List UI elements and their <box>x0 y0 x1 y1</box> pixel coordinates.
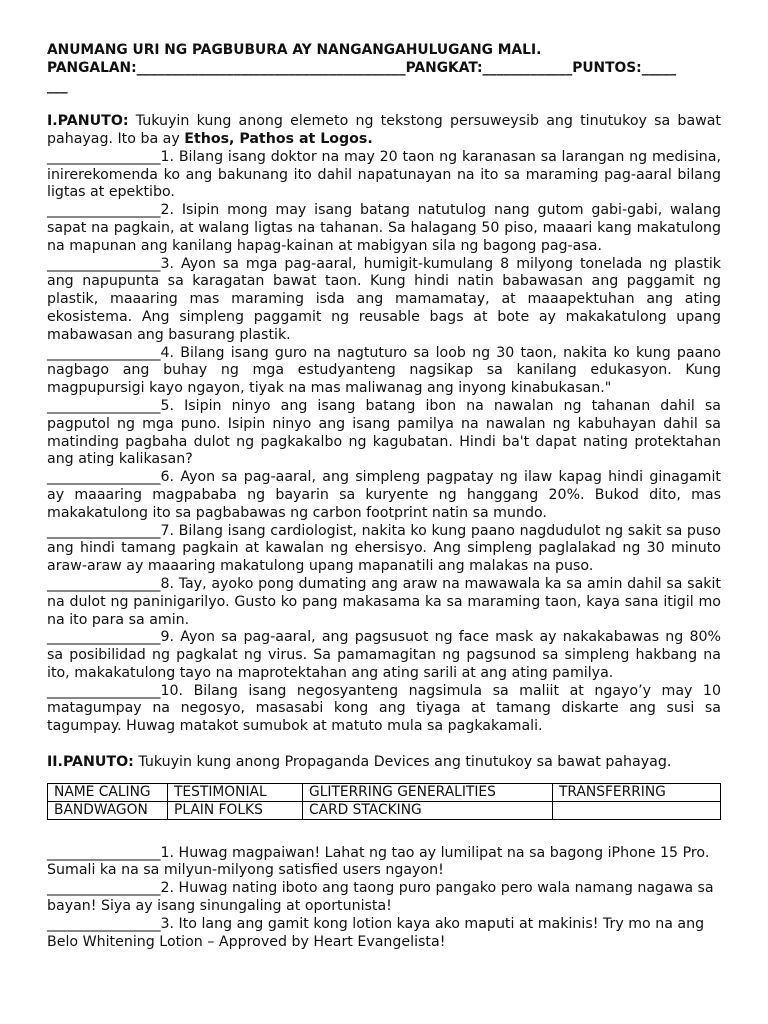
table-row <box>48 801 721 819</box>
table-cell: NAME CALING <box>48 783 168 801</box>
part1-item <box>47 256 721 345</box>
part2-instruction-text: Tukuyin kung anong Propaganda Devices ang tinutukoy sa bawat pahayag. <box>133 753 672 770</box>
part1-item <box>47 469 721 522</box>
answer-blank: ________________ <box>47 255 161 272</box>
answer-blank: ________________ <box>47 575 161 592</box>
part1-item <box>47 398 721 469</box>
item-text: 1. Bilang isang doktor na may 20 taon ng karanasan sa larangan ng medisina, inirerekomenda ko ang bakunang ito dahil napatunayan na ito sa maraming pag-aaral bilang ligtas at epektibo. <box>47 148 721 201</box>
answer-blank: ________________ <box>47 629 161 646</box>
answer-blank: ________________ <box>47 344 161 361</box>
answer-blank: ________________ <box>47 844 161 861</box>
answer-blank: ________________ <box>47 915 161 932</box>
item-text: 1. Huwag magpaiwan! Lahat ng tao ay lumilipat na sa bagong iPhone 15 Pro. Sumali ka na sa milyun-milyong satisfied users ngayon! <box>47 844 710 879</box>
score-blank: _____ <box>641 59 677 76</box>
erasure-notice: ANUMANG URI NG PAGBUBURA AY NANGANGAHULUGANG MALI. <box>47 42 542 58</box>
answer-blank: ________________ <box>47 880 161 897</box>
answer-blank: ________________ <box>47 682 161 699</box>
part2-instruction <box>47 754 721 772</box>
answer-blank: ________________ <box>47 148 161 165</box>
part2-label: II.PANUTO: <box>47 753 134 770</box>
section-blank: _____________ <box>482 59 573 76</box>
worksheet-page <box>47 42 721 951</box>
item-text: 2. Huwag nating iboto ang taong puro pangako pero wala namang nagawa sa bayan! Siya ay isang sinungaling at oportunista! <box>47 880 714 915</box>
part2-item <box>47 845 721 881</box>
answer-blank: ________________ <box>47 522 161 539</box>
name-label: PANGALAN: <box>47 59 137 76</box>
table-cell <box>553 801 721 819</box>
part1-item <box>47 149 721 202</box>
item-text: 9. Ayon sa pag-aaral, ang pagsusuot ng face mask ay nakakabawas ng 80% sa posibilidad ng pagkalat ng virus. Sa pamamagitan ng pagsunod sa simpleng hakbang na ito, makakatulong tayo na maprotektahan ang ating sarili at ang ating pamilya. <box>47 629 721 681</box>
part1-instruction <box>47 113 721 149</box>
part1-item <box>47 202 721 255</box>
item-text: 6. Ayon sa pag-aaral, ang simpleng pagpatay ng ilaw kapag hindi ginagamit ay maaaring magpababa ng bayarin sa kuryente ng hanggang 20%. Bukod dito, mas makakatulong ito sa pagbabawas ng carbon footprint natin sa mundo. <box>47 469 721 521</box>
answer-blank: ________________ <box>47 469 161 486</box>
part1-item <box>47 345 721 398</box>
table-cell: PLAIN FOLKS <box>168 801 303 819</box>
score-blank-continuation: ___ <box>47 77 68 94</box>
table-cell: TRANSFERRING <box>553 783 721 801</box>
item-text: 3. Ayon sa mga pag-aaral, humigit-kumulang 8 milyong tonelada ng plastik ang napupunta sa karagatan bawat taon. Kung hindi natin babawasan ang paggamit ng plastik, maaaring mas maraming isda ang mamamatay, at maaapektuhan ang ating ekosistema. Ang simpleng paggamit ng reusable bags at bote ay makakatulong upang mabawasan ang basurang plastik. <box>47 255 721 343</box>
propaganda-devices-table <box>47 783 721 820</box>
part2-item <box>47 880 721 916</box>
item-text: 8. Tay, ayoko pong dumating ang araw na mawawala ka sa amin dahil sa sakit na dulot ng paninigarilyo. Gusto ko pang makasama ka sa maraming taon, kaya sana itigil mo na ito para sa amin. <box>47 575 721 628</box>
item-text: 10. Bilang isang negosyanteng nagsimula sa maliit at ngayo’y may 10 matagumpay na negosyo, masasabi kong ang tiyaga at tamang diskarte ang susi sa tagumpay. Huwag matakot sumubok at matuto mula sa pagkakamali. <box>47 682 721 735</box>
item-text: 4. Bilang isang guro na nagtuturo sa loob ng 30 taon, nakita ko kung paano nagbago ang buhay ng mga estudyanteng nagsikap sa kanilang edukasyon. Kung magpupursigi kayo ngayon, tiyak na mas maliwanag ang inyong kinabukasan." <box>47 344 721 397</box>
item-text: 5. Isipin ninyo ang isang batang ibon na nawalan ng tahanan dahil sa pagputol ng mga puno. Isipin ninyo ang isang pamilya na nawalan ng kabuhayan dahil sa matinding pagbaha dulot ng pagkakalbo ng kagubatan. Hindi ba't dapat nating protektahan ang ating kalikasan? <box>47 397 721 468</box>
section-label: PANGKAT: <box>405 59 483 76</box>
table-cell: CARD STACKING <box>303 801 553 819</box>
part1-instruction-text: Tukuyin kung anong elemeto ng tekstong persuweysib ang tinutukoy sa bawat pahayag. Ito ba ay <box>47 113 721 147</box>
answer-blank: ________________ <box>47 202 161 219</box>
score-label: PUNTOS: <box>572 59 642 76</box>
part1-item <box>47 629 721 682</box>
answer-blank: ________________ <box>47 397 161 414</box>
student-info-line <box>47 60 721 78</box>
item-text: 3. Ito lang ang gamit kong lotion kaya ako maputi at makinis! Try mo na ang Belo Whitening Lotion – Approved by Heart Evangelista! <box>47 915 705 950</box>
part2-item <box>47 916 721 952</box>
table-cell: GLITERRING GENERALITIES <box>303 783 553 801</box>
table-cell: TESTIMONIAL <box>168 783 303 801</box>
part1-item <box>47 576 721 629</box>
table-cell: BANDWAGON <box>48 801 168 819</box>
table-row <box>48 783 721 801</box>
part1-item <box>47 523 721 576</box>
item-text: 2. Isipin mong may isang batang natutulog nang gutom gabi-gabi, walang sapat na pagkain, at walang ligtas na tahanan. Sa halagang 50 piso, maaari kang makatulong na mapunan ang kanilang hapag-kainan at mabigyan sila ng bagong pag-asa. <box>47 202 721 254</box>
part1-label: I.PANUTO: <box>47 113 129 130</box>
name-blank: _______________________________________ <box>136 59 406 76</box>
part1-item <box>47 683 721 736</box>
part1-choices: Ethos, Pathos at Logos. <box>184 130 373 147</box>
item-text: 7. Bilang isang cardiologist, nakita ko kung paano nagdudulot ng sakit sa puso ang hindi tamang pagkain at kawalan ng ehersisyo. Ang simpleng paglalakad ng 30 minuto araw-araw ay maaaring makatulong upang mapanatili ang malakas na puso. <box>47 522 721 575</box>
